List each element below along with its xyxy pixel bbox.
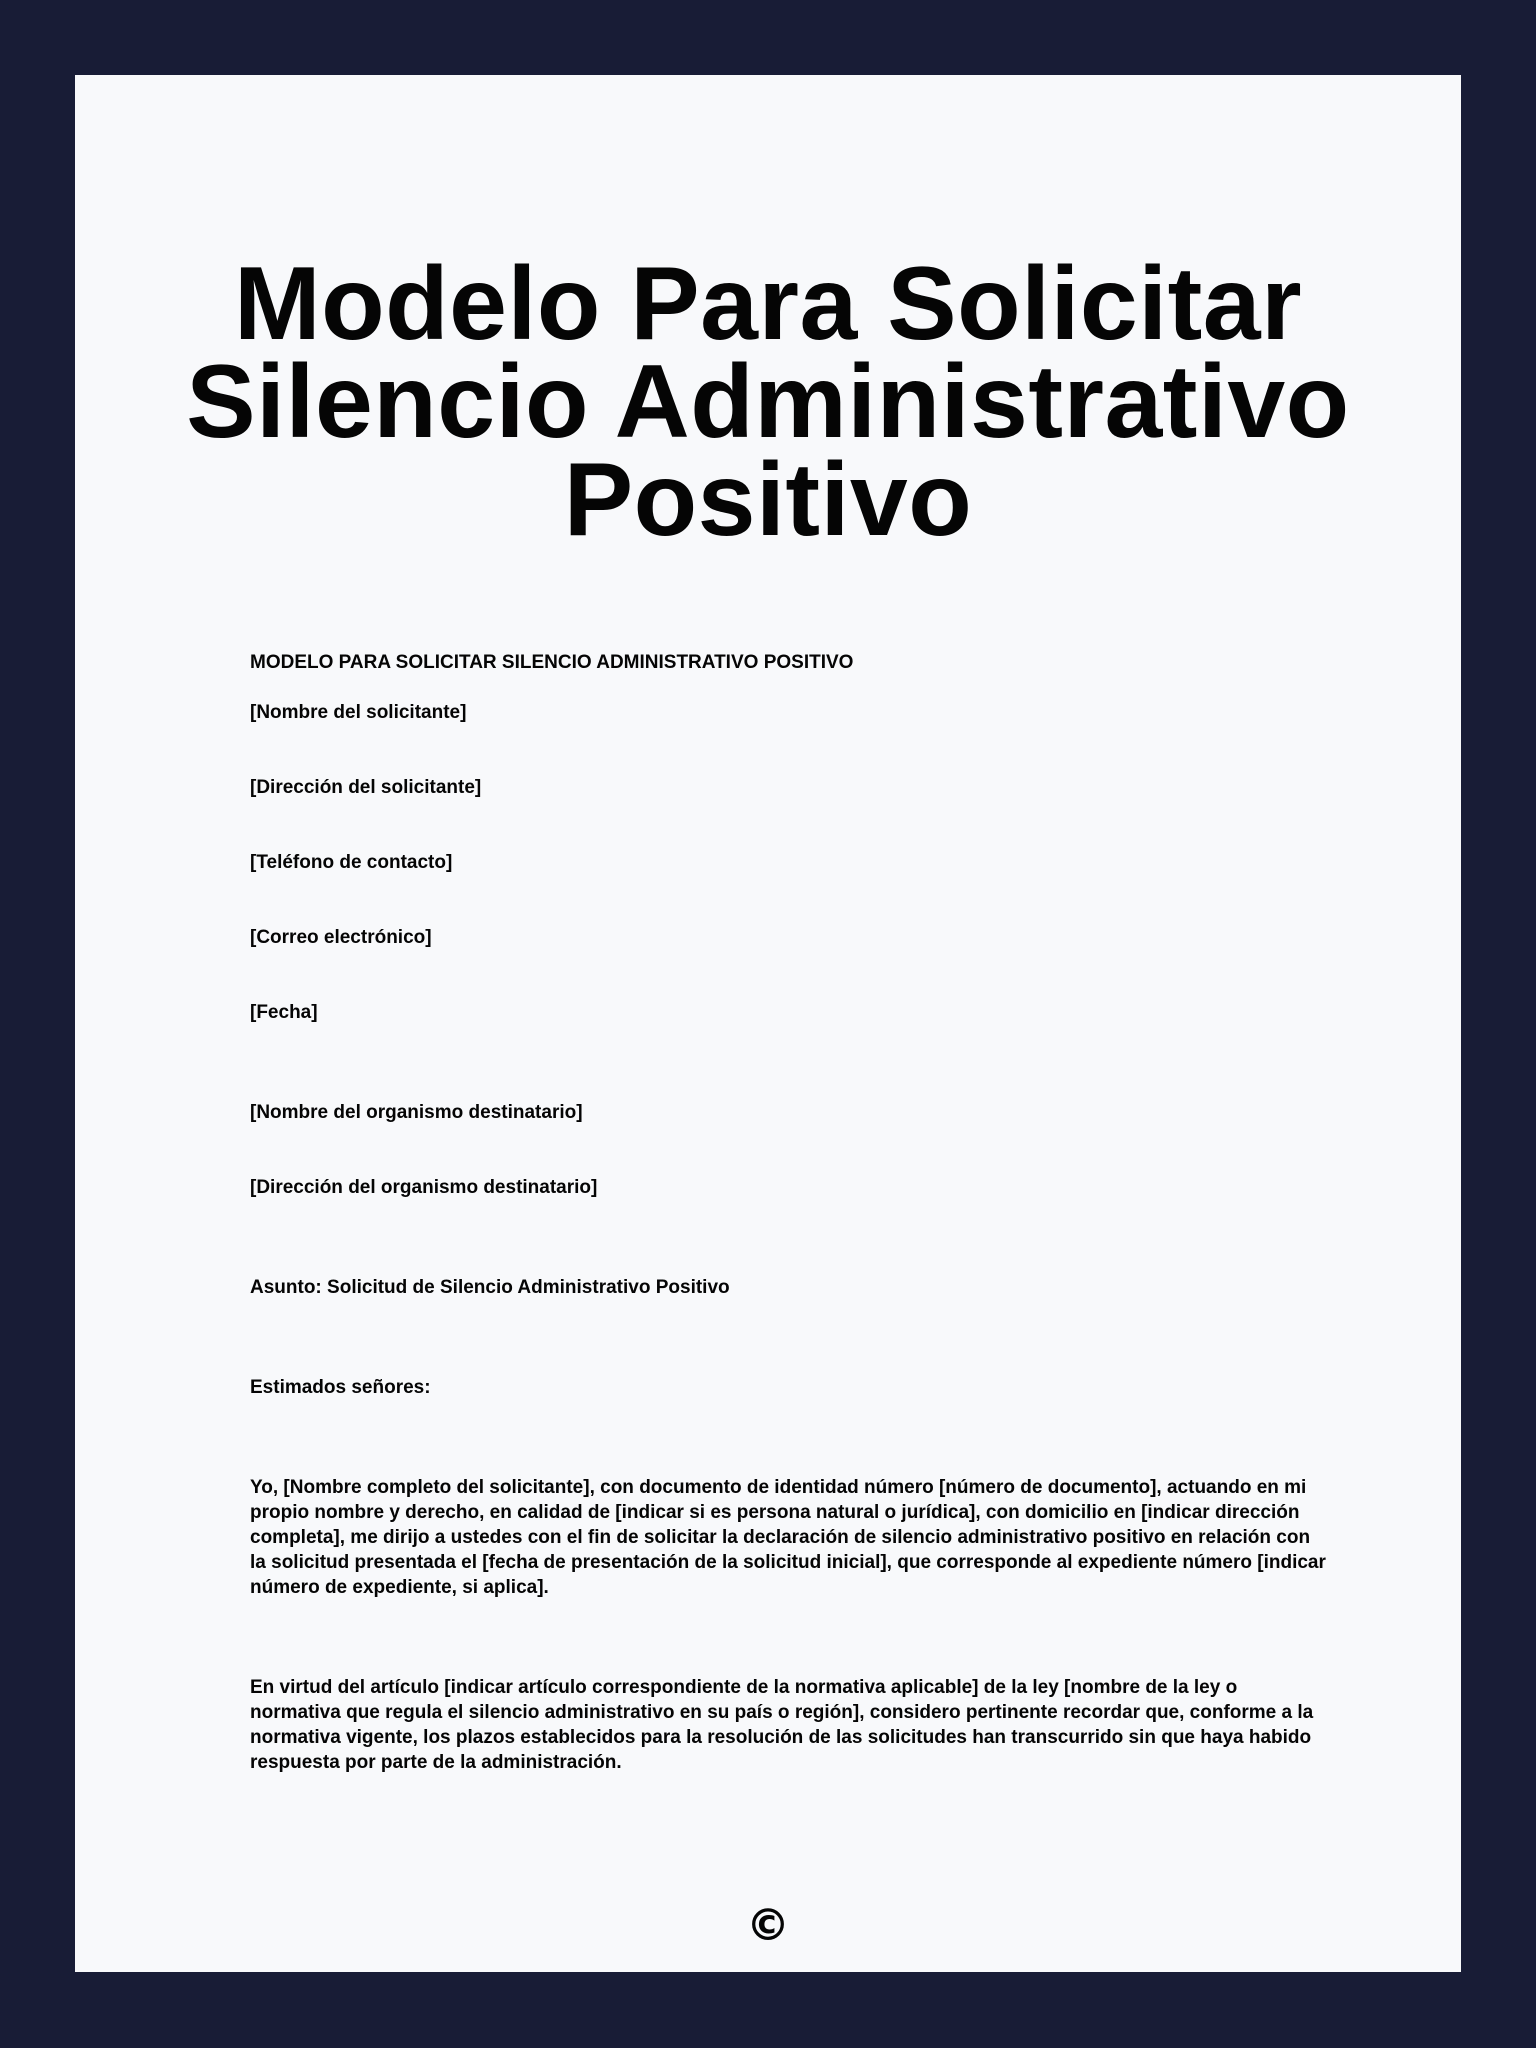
document-heading: MODELO PARA SOLICITAR SILENCIO ADMINISTRATIVO POSITIVO [250,652,854,673]
applicant-address: [Dirección del solicitante] [250,777,482,798]
applicant-email: [Correo electrónico] [250,927,432,948]
recipient-name: [Nombre del organismo destinatario] [250,1102,583,1123]
letter-salutation: Estimados señores: [250,1377,431,1398]
recipient-address: [Dirección del organismo destinatario] [250,1177,598,1198]
applicant-phone: [Teléfono de contacto] [250,852,453,873]
body-paragraph-1: Yo, [Nombre completo del solicitante], con documento de identidad número [número de documento], actuando en mi propio nombre y derecho, en calidad de [indicar si es persona natural o jurídica], con domicilio en [indicar dirección completa], me dirijo a ustedes con el fin de solicitar la declaración de silencio administrativo positivo en relación con la solicitud presentada el [fecha de presentación de la solicitud inicial], que corresponde al expediente número [indicar número de expediente, si aplica]. [250,1477,1326,1598]
letter-date: [Fecha] [250,1002,318,1023]
copyright-icon: © [746,1900,790,1951]
letter-subject: Asunto: Solicitud de Silencio Administrativo Positivo [250,1277,730,1298]
applicant-name: [Nombre del solicitante] [250,702,467,723]
document-title [75,246,1461,558]
title-line-2: Silencio Administrativo [186,344,1350,460]
document-page [75,75,1461,1972]
body-paragraph-2: En virtud del artículo [indicar artículo correspondiente de la normativa aplicable] de la ley [nombre de la ley o normativa que regula el silencio administrativo en su país o región], considero pertinente recordar que, conforme a la normativa vigente, los plazos establecidos para la resolución de las solicitudes han transcurrido sin que haya habido respuesta por parte de la administración. [250,1677,1314,1773]
title-line-3: Positivo [563,442,973,558]
title-line-1: Modelo Para Solicitar [233,246,1303,362]
